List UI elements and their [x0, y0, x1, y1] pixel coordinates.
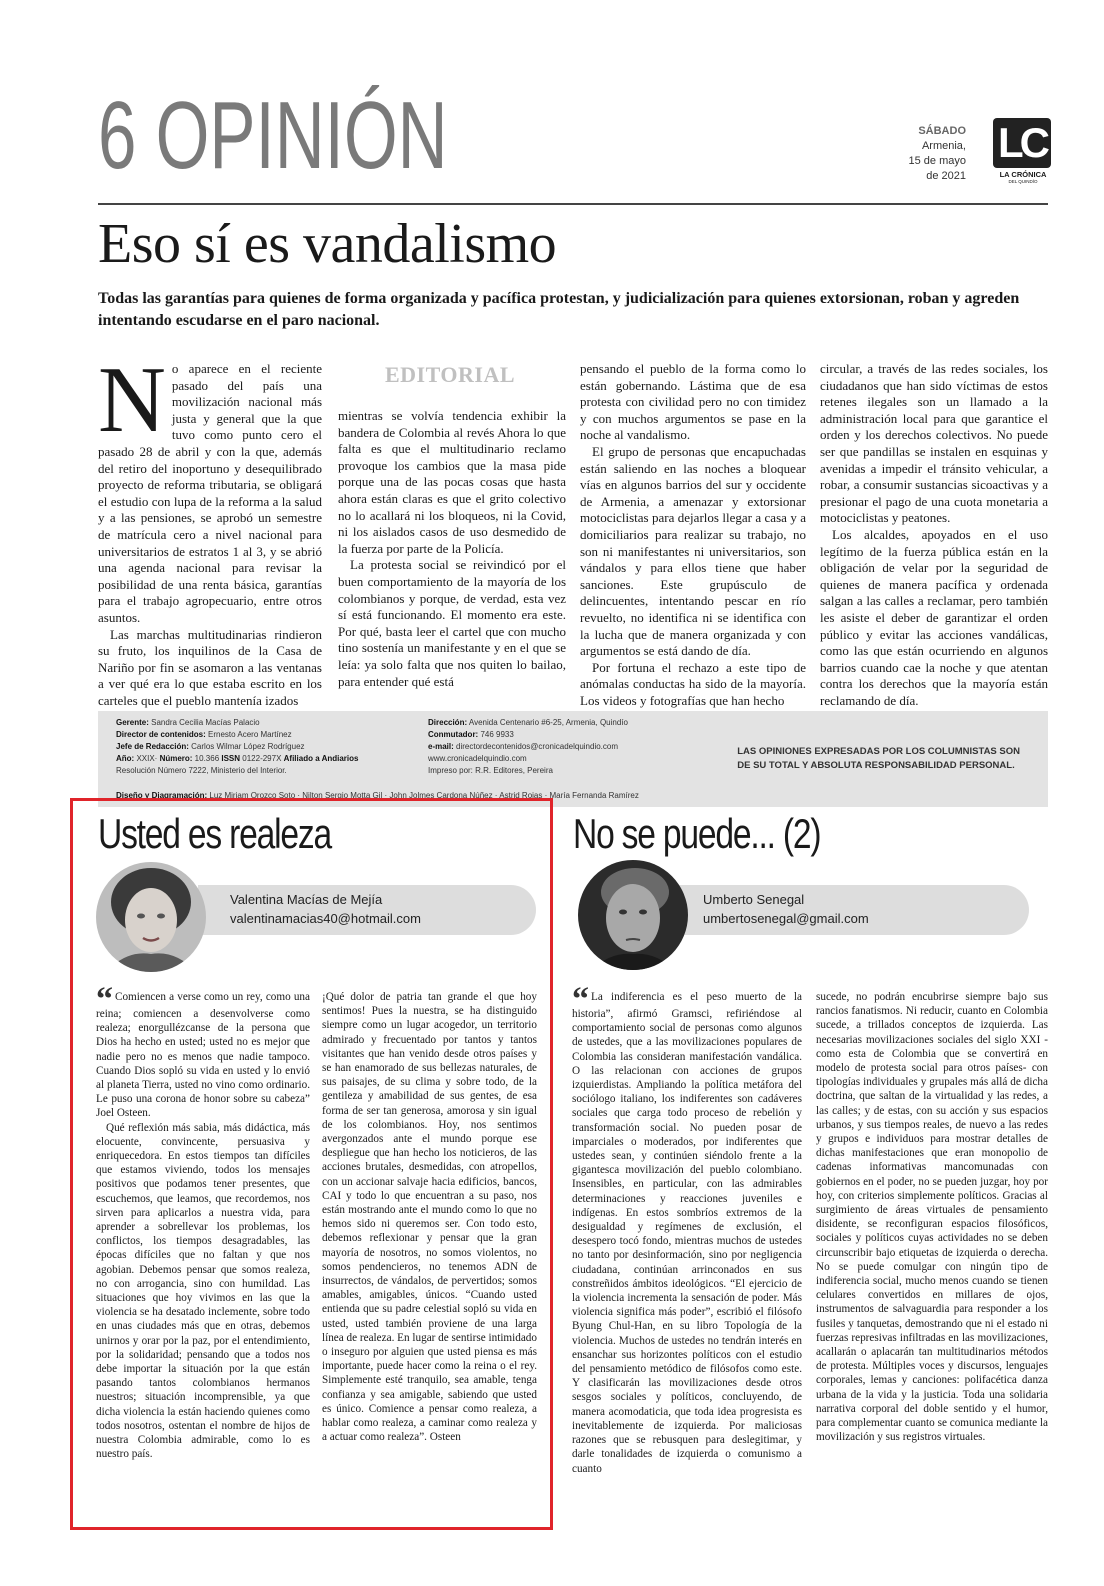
column-title: No se puede... (2)	[573, 810, 821, 857]
author-portrait	[578, 860, 688, 970]
issue-day: SÁBADO	[918, 125, 966, 137]
column-title: Usted es realeza	[98, 810, 331, 857]
editorial-paragraph: Las marchas multitudinarias rindieron su fruto, los inquilinos de la Casa de Nariño por fin se asomaron a las ventanas a ver qué era lo que estaba escrito en los carteles que el pueblo mantenía izados	[98, 626, 322, 708]
drop-cap: N	[98, 348, 166, 452]
masthead-line: Conmutador: 746 9933	[428, 730, 514, 739]
issue-date	[909, 124, 966, 184]
editorial-paragraph: La protesta social se reivindicó por el buen comportamiento de la mayoría de los colombianos y porque, de verdad, esta vez sí está funcionando. El momento era este. Por qué, basta leer el cartel que con mucho tino sostenía un manifestante y en el que se leía: ya solo falta que nos quiten lo bailao, para entender qué está	[338, 557, 566, 689]
editorial-column-1	[98, 348, 322, 709]
masthead-design-credits: Diseño y Diagramación: Luz Miriam Orozco Soto · Nilton Sergio Motta Gil · John Jolmes Cardona Núñez · Astrid Rojas · María Fernanda Ramírez	[116, 791, 639, 800]
newspaper-logo	[993, 118, 1053, 186]
editorial-paragraph: circular, a través de las redes sociales, los ciudadanos que han sido víctimas de estos retenes ilegales son un llamado a la administración local para que garantice el orden y los derechos colectivos. No puede ser que pandillas se instalen en esquinas y avenidas a impedir el tránsito vehicular, a robar, a consumir sustancias sicoactivas y a presionar el pago de una cuota monetaria a motociclistas y peatones.	[820, 361, 1048, 526]
column-text-b	[322, 990, 537, 1445]
editorial-paragraph: pensando el pueblo de la forma como lo están gobernando. Lástima que de esa protesta con civilidad pero no con timidez y con muchos argumentos se pase en la noche al vandalismo.	[580, 361, 806, 443]
disclaimer-line: DE SU TOTAL Y ABSOLUTA RESPONSABILIDAD PERSONAL.	[737, 760, 1015, 771]
masthead-line: Impreso por: R.R. Editores, Pereira	[428, 766, 553, 775]
logo-name: LA CRÓNICA	[999, 170, 1047, 179]
author-email[interactable]: valentinamacias40@hotmail.com	[230, 911, 421, 926]
issue-date-line1: 15 de mayo	[908, 155, 966, 167]
editorial-paragraph: Por fortuna el rechazo a este tipo de anómalas conductas ha sido de la mayoría. Los videos y fotografías que han hecho	[580, 659, 806, 708]
editorial-label: EDITORIAL	[385, 362, 516, 387]
issue-date-line2: de 2021	[926, 170, 966, 182]
editorial-headline: Eso sí es vandalismo	[98, 213, 557, 275]
logo-sub: DEL QUINDÍO	[1008, 179, 1038, 184]
column-paragraph: ¡Qué dolor de patria tan grande el que hoy sentimos! Pues la nuestra, se ha distinguido siempre como un lugar acogedor, un territorio admirado y frecuentado por tantos y tantos visitantes que han venido desde otros países y se han enamorado de sus bellezas naturales, de sus paisajes, de su clima y sobre todo, de la gentileza y amabilidad de sus gentes, de esa forma de ser tan generosa, amorosa y sin igual de los colombianos. Hoy, nos sentimos avergonzados ante el mundo porque ese despliegue que han hecho los noticieros, de las acciones brutales, desmedidas, con atropellos, con un accionar salvaje hacia edificios, bancos, CAI y todo lo que encuentran a su paso, nos están mostrando ante el mundo como lo que no hemos sido ni queremos ser. Con todo esto, debemos reflexionar y pensar que la gran mayoría de nosotros, no somos violentos, no somos pendencieros, no tenemos ADN de insurrectos, de vándalos, de pervertidos; somos amables, amigables, únicos. “Cuando usted entienda que su padre celestial sopló su vida en usted, usted también proviene de una larga línea de realeza. En lugar de sentirse intimidado o inseguro por alguien que usted piensa es más importante, puede hacer como la reina o el rey. Simplemente esté tranquilo, sea amable, tenga confianza y sea amigable, sabiendo que usted es único. Comience a pensar como realeza, a hablar como realeza, a caminar como realeza y a actuar como realeza”. Osteen	[322, 991, 537, 1444]
editorial-paragraph: Los alcaldes, apoyados en el uso legítimo de la fuerza pública están en la obligación de velar por la seguridad de quienes de manera pacífica y ordenada salgan a las calles a reclamar, pero también les asiste el deber de garantizar el orden público y evitar las acciones vandálicas, como las que están ocurriendo en algunos barrios cuando cae la noche y que atentan contra los derechos que la mayoría están reclamando de día.	[820, 526, 1048, 708]
editorial-paragraph: mientras se volvía tendencia exhibir la bandera de Colombia al revés Ahora lo que falta es que el multitudinario reclamo provoque los cambios que la masa pide porque una de las pocas cosas que hasta ahora están claras es que el grito colectivo no lo acallará ni los bloqueos, ni la Covid, ni los aislados casos de uso desmedido de la fuerza por parte de la Policía.	[338, 408, 566, 556]
editorial-paragraph: El grupo de personas que encapuchadas están saliendo en las noches a bloquear vías en algunos barrios del sur y occidente de Armenia, a amenazar y extorsionar motociclistas para dejarlos llegar a casa y a domiciliarios para realizar su trabajo, no son ni manifestantes ni universitarios, son vándalos y para ellos tiene que haber sanciones. Este grupúsculo de delincuentes, intentando pescar en río revuelto, no identifica ni se identifica con la lucha que de manera organizada y con argumentos se está dando de día.	[580, 443, 806, 659]
issue-city: Armenia,	[921, 140, 966, 152]
quote-mark: “	[96, 981, 113, 1018]
column-paragraph: Qué reflexión más sabia, más didáctica, más elocuente, convincente, persuasiva y enriquecedora. En estos tiempos tan difíciles que estamos viviendo, todos los mensajes positivos que podamos tener presentes, que escuchemos, que leamos, que recordemos, nos sirven para aplicarlos a nuestra vida, para aprender a sobrellevar los problemas, los conflictos, los tiempos desagradables, las épocas difíciles que no faltan y que nos agobian. Debemos pensar que somos realeza, no con arrogancia, sino con humildad. Las situaciones que hoy vivimos en las que la violencia se ha desatado inclemente, sobre todo en unas ciudades más que en otras, debemos unirnos y orar por la paz, por el entendimiento, por la solidaridad; pensando que a todos nos debe importar la situación por la que están pasando tantos colombianos hermanos nuestros; situación incomprensible, ya que dicha violencia la están haciendo quienes como todos nosotros, ostentan el nombre de hijos de nuestra Colombia admirable, como lo es nuestro país.	[96, 1121, 310, 1461]
masthead-line: Jefe de Redacción: Carlos Wilmar López Rodríguez	[116, 742, 305, 751]
author-info	[230, 890, 421, 928]
column-text-a	[572, 981, 802, 1476]
masthead-box	[98, 711, 1048, 807]
author-email[interactable]: umbertosenegal@gmail.com	[703, 911, 869, 926]
author-portrait	[96, 862, 206, 972]
disclaimer	[737, 745, 1020, 773]
masthead-line: Dirección: Avenida Centenario #6-25, Armenia, Quindío	[428, 718, 628, 727]
masthead-line: e-mail: directordecontenidos@cronicadelquindio.com	[428, 742, 619, 751]
editorial-column-3	[580, 361, 806, 709]
masthead-line: Resolución Número 7222, Ministerio del Interior.	[116, 766, 287, 775]
author-name: Valentina Macías de Mejía	[230, 892, 383, 907]
editorial-column-4	[820, 361, 1048, 709]
masthead-staff	[116, 717, 358, 777]
masthead-website[interactable]: www.cronicadelquindio.com	[428, 754, 527, 763]
quote-mark: “	[572, 981, 589, 1018]
author-name: Umberto Senegal	[703, 892, 805, 907]
header-rule	[98, 203, 1048, 205]
author-info	[703, 890, 869, 928]
column-text-b	[816, 990, 1048, 1445]
section-title	[98, 82, 448, 189]
column-paragraph: sucede, no podrán encubrirse siempre bajo sus rancios fanatismos. Ni reducir, cuanto en Colombia sucede, a trillados conceptos de izquierda. Las necesarias movilizaciones sociales del siglo XXI -como esta de Colombia que se convertirá en modelo de protesta social para otros países- con tipologías individuales y grupales más allá de dicha doctrina, que saltan de la virtualidad y las redes, a las calles; y de estas, con su acción y sus espacios urbanos, y sus tiempos reales, de nuevo a las redes y grupos e individuos para mostrar detalles de dichas manifestaciones que eran monopolio de cadenas informativas mancomunadas con gobiernos en el poder, no se pueden juzgar, hoy por hoy, con criterios simplemente políticos. Gracias al surgimiento de áreas virtuales de pensamiento disidente, se reconfiguran espacios filosóficos, sociales y políticos cuyas actividades no se deben circunscribir bajo etiquetas de izquierda o derecha. No se puede comulgar con ningún tipo de indiferencia social, mucho menos cuando se tienen celulares convertidos en millares de ojos, instrumentos de salvaguardia para responder a los fusiles y tanquetas, demostrando que ni el estado ni fuerzas represivas infiltradas en las movilizaciones, acallarán o aplacarán tan multitudinarios métodos de protesta. Múltiples voces y discursos, lenguajes corporales, lemas y canciones: polifacética danza urbana de la vida y la justicia. Toda una solidaria narrativa corporal del doble sentido y el humor, para complementar cuanto se comunica mediante la movilización y sus registros virtuales.	[816, 991, 1048, 1444]
column-paragraph: “ La indiferencia es el peso muerto de la historia”, afirmó Gramsci, refiriéndose al comportamiento social de personas como algunos de ustedes, que a las movilizaciones populares de Colombia las consideran manifestación vandálica. O las relacionan con acciones de grupos izquierdistas. Ampliando la política metáfora del sociólogo italiano, los indiferentes son cadáveres sociales que carga todo proceso de rebelión y transformación social. No pueden posar de imparciales o moderados, por indiferentes que ustedes sean, y continúen siéndolo frente a la gigantesca movilización del pueblo colombiano. Insensibles, en particular, con las admirables determinaciones y reacciones juveniles e indígenas. En estos sombríos extremos de la desigualdad y regímenes de exclusión, el desespero tocó fondo, mientras muchos de ustedes no tanto por desinformación, sino por negligencia ciudadana, continúan arrinconados en sus constreñidos ámbitos ideológicos. “El ejercicio de la violencia incrementa la sensación de poder. Más violencia significa más poder”, escribió el filósofo Byung Chul-Han, en su libro Topología de la violencia. Muchos de ustedes no tendrán interés en ensanchar sus horizontes políticos con el estudio del pensamiento metódico de filósofos como este. Y clasificarán las movilizaciones desde otros sesgos sociales y políticos, concluyendo, de manera acomodaticia, que toda idea progresista es inevitablemente de izquierda. Por maliciosas razones que se rebusquen para deslegitimar, y darle tonalidades de izquierda o comunismo a cuanto	[572, 981, 802, 1475]
masthead-contact	[428, 717, 628, 777]
editorial-column-2	[338, 408, 566, 690]
editorial-paragraph: No aparece en el reciente pasado del país una movilización nacional más justa y general que la que tuvo como punto cero el pasado 28 de abril y con la que, además del retiro del inoportuno y desequilibrado proyecto de reforma tributaria, se obligará el estudio con lupa de la reforma a la salud y a las pensiones, se aprobó un semestre de matrícula cero a nivel nacional para universitarios de estratos 1 al 3, y se abrió una agenda nacional para revisar la posibilidad de una renta básica, garantías para el trabajo agropecuario, entre otros asuntos.	[98, 348, 322, 625]
section-number: 6	[98, 82, 137, 189]
disclaimer-line: LAS OPINIONES EXPRESADAS POR LOS COLUMNISTAS SON	[737, 746, 1020, 757]
column-paragraph: “ Comiencen a verse como un rey, como una reina; comiencen a desenvolverse como realeza; enorgullézcanse de la persona que Dios ha hecho en usted; usted no es mejor que nadie pero no es menos que nadie tampoco. Cuando Dios sopló su vida en usted y lo envió al planeta Tierra, usted no vino como ordinario. Le puso una corona de honor sobre su cabeza” Joel Osteen.	[96, 981, 310, 1120]
masthead-line: Director de contenidos: Ernesto Acero Martínez	[116, 730, 292, 739]
masthead-line: Gerente: Sandra Cecilia Macías Palacio	[116, 718, 260, 727]
masthead-line: Año: XXIX· Número: 10.366 ISSN 0122-297X Afiliado a Andiarios	[116, 754, 359, 763]
section-name: OPINIÓN	[155, 82, 448, 189]
logo-letters: LC	[993, 118, 1051, 168]
column-text-a	[96, 981, 310, 1462]
editorial-subhead: Todas las garantías para quienes de forma organizada y pacífica protestan, y judicialización para quienes extorsionan, roban y agreden intentando escudarse en el paro nacional.	[98, 290, 1020, 329]
